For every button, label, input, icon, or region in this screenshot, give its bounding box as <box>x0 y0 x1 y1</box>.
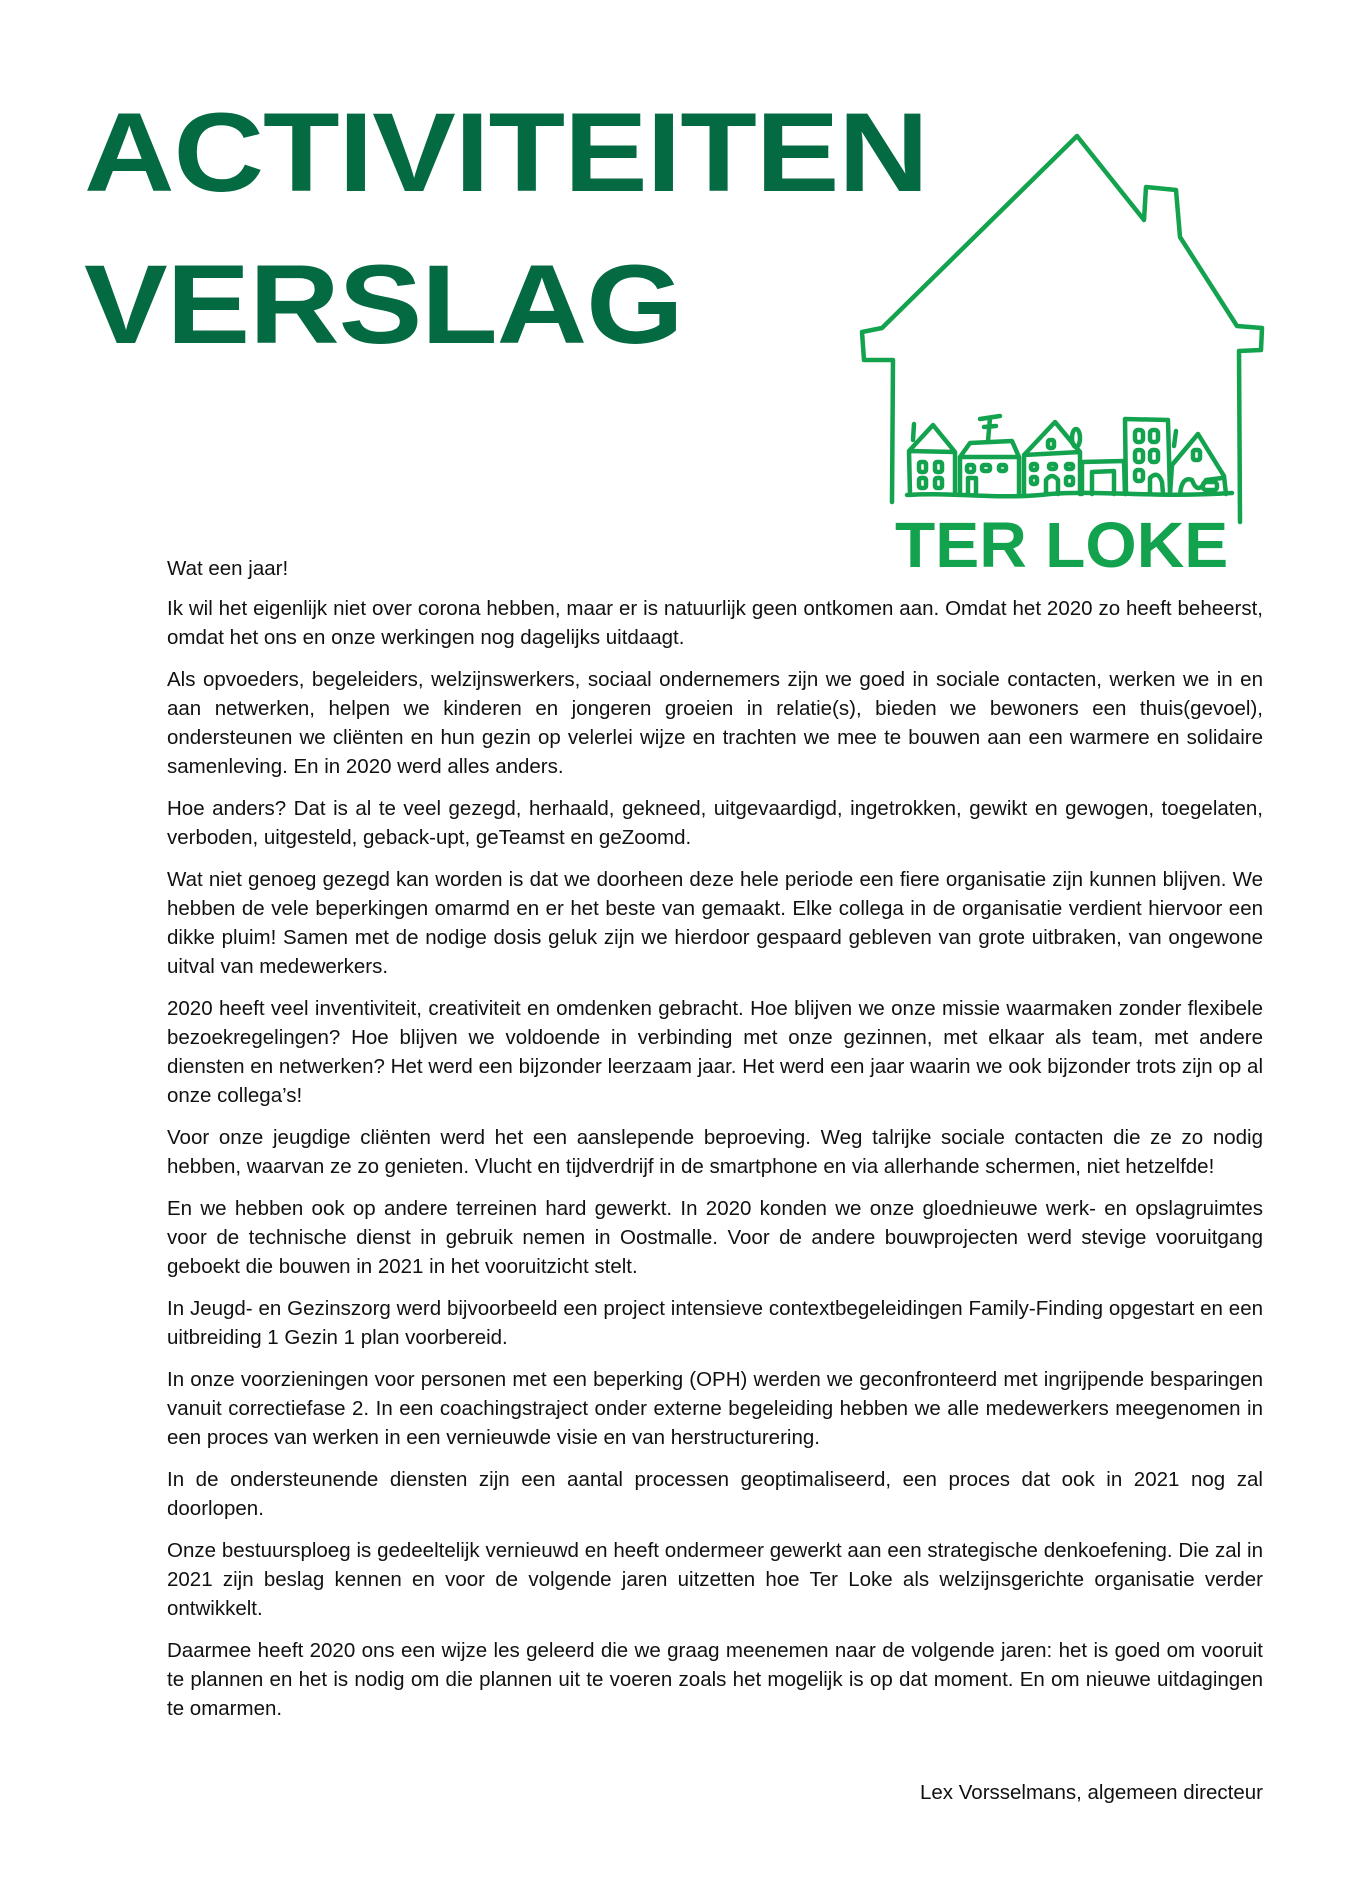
paragraph: Daarmee heeft 2020 ons een wijze les geleerd die we graag meenemen naar de volgende jaren: het is goed om vooruit te plannen en het is nodig om die plannen uit te voeren zoals het mogelijk is op dat moment. En om nieuwe uitdagingen te omarmen. <box>167 1639 1263 1720</box>
paragraph: Voor onze jeugdige cliënten werd het een aanslepende beproeving. Weg talrijke sociale contacten die ze zo nodig hebben, waarvan ze zo genieten. Vlucht en tijdverdrijf in de smartphone en via allerhande schermen, niet hetzelfde! <box>167 1126 1263 1178</box>
paragraph: In de ondersteunende diensten zijn een aantal processen geoptimaliseerd, een proces dat ook in 2021 nog zal doorlopen. <box>167 1468 1263 1520</box>
paragraph: Onze bestuursploeg is gedeeltelijk vernieuwd en heeft ondermeer gewerkt aan een strategische denkoefening. Die zal in 2021 zijn beslag kennen en voor de volgende jaren uitzetten hoe Ter Loke als welzijnsgerichte organisatie verder ontwikkelt. <box>167 1539 1263 1620</box>
title-line-1: ACTIVITEITEN <box>84 90 928 215</box>
paragraph: Hoe anders? Dat is al te veel gezegd, herhaald, gekneed, uitgevaardigd, ingetrokken, gewikt en gewogen, toegelaten, verboden, uitgesteld, geback-upt, geTeamst en geZoomd. <box>167 797 1263 849</box>
paragraph: In onze voorzieningen voor personen met een beperking (OPH) werden we geconfronteerd met ingrijpende besparingen vanuit correctiefase 2. In een coachingstraject onder externe begeleiding hebben we alle medewerkers meegenomen in een proces van werken in een vernieuwde visie en van herstructurering. <box>167 1368 1263 1449</box>
paragraph: En we hebben ook op andere terreinen hard gewerkt. In 2020 konden we onze gloednieuwe werk- en opslagruimtes voor de technische dienst in gebruik nemen in Oostmalle. Voor de andere bouwprojecten werd stevige vooruitgang geboekt die bouwen in 2021 in het vooruitzicht stelt. <box>167 1197 1263 1278</box>
paragraph: Ik wil het eigenlijk niet over corona hebben, maar er is natuurlijk geen ontkomen aan. Omdat het 2020 zo heeft beheerst, omdat het ons en onze werkingen nog dagelijks uitdaagt. <box>167 597 1263 649</box>
logo-wordmark: TER LOKE <box>895 509 1229 581</box>
paragraph: 2020 heeft veel inventiviteit, creativiteit en omdenken gebracht. Hoe blijven we onze missie waarmaken zonder flexibele bezoekregelingen? Hoe blijven we voldoende in verbinding met onze gezinnen, met elkaar als team, met andere diensten en netwerken? Het werd een bijzonder leerzaam jaar. Het werd een jaar waarin we ook bijzonder trots zijn op al onze collega’s! <box>167 997 1263 1107</box>
greeting: Wat een jaar! <box>167 557 289 580</box>
paragraph: Wat niet genoeg gezegd kan worden is dat we doorheen deze hele periode een fiere organisatie zijn kunnen blijven. We hebben de vele beperkingen omarmd en er het beste van gemaakt. Elke collega in de organisatie verdient hiervoor een dikke pluim! Samen met de nodige dosis geluk zijn we hierdoor gespaard gebleven van grote uitbraken, van ongewone uitval van medewerkers. <box>167 868 1263 978</box>
paragraph: Als opvoeders, begeleiders, welzijnswerkers, sociaal ondernemers zijn we goed in sociale contacten, werken we in en aan netwerken, helpen we kinderen en jongeren groeien in relatie(s), bieden we bewoners een thuis(gevoel), ondersteunen we cliënten en hun gezin op velerlei wijze en trachten we mee te bouwen aan een warmere en solidaire samenleving. En in 2020 werd alles anders. <box>167 668 1263 778</box>
title-line-2: VERSLAG <box>84 242 683 367</box>
letter-body <box>167 554 1263 1736</box>
signature: Lex Vorsselmans, algemeen directeur <box>920 1781 1263 1804</box>
paragraph: In Jeugd- en Gezinszorg werd bijvoorbeeld een project intensieve contextbegeleidingen Family-Finding opgestart en een uitbreiding 1 Gezin 1 plan voorbereid. <box>167 1297 1263 1349</box>
